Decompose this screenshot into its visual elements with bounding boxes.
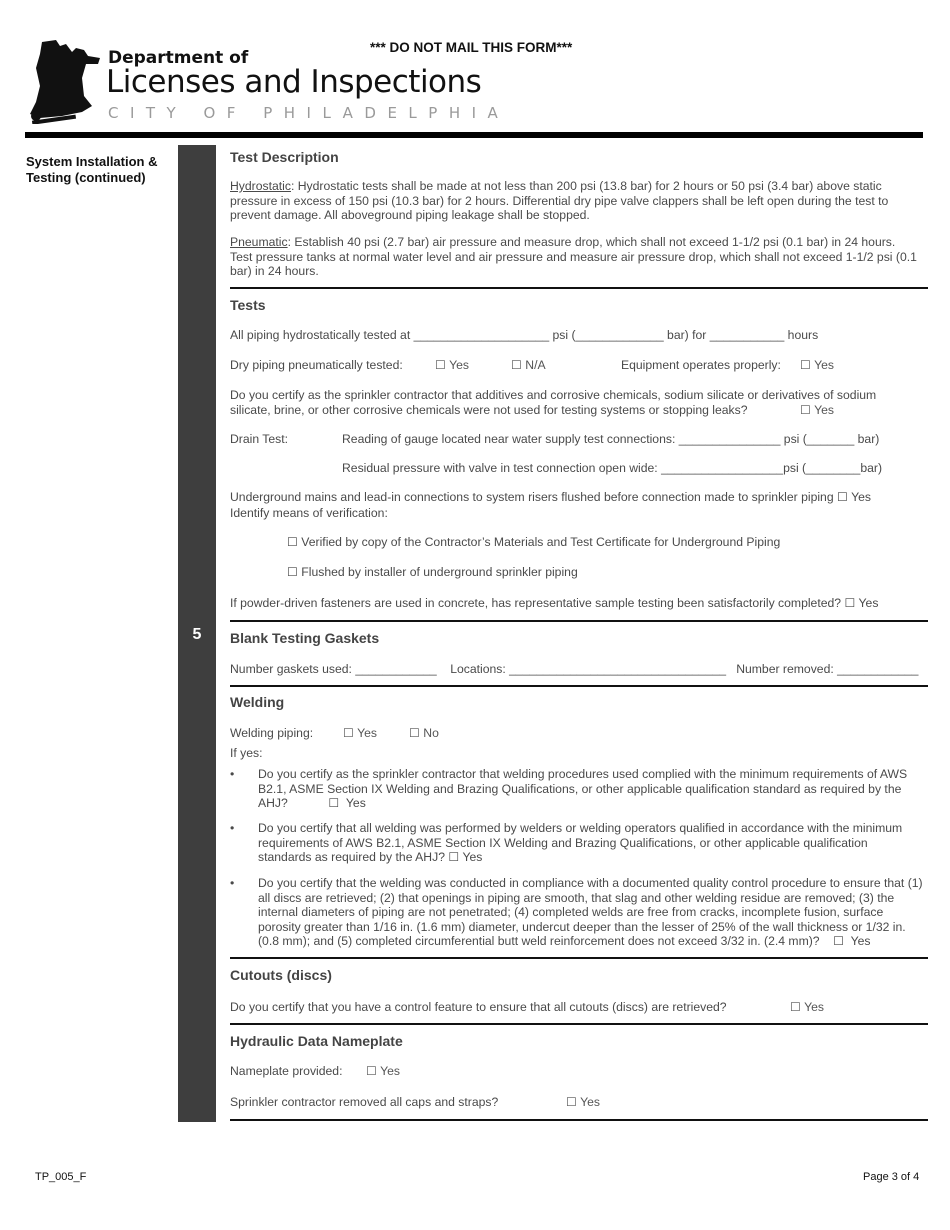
cutouts-question: Do you certify that you have a control feature to ensure that all cutouts (discs) are retrieved? [230, 1000, 727, 1014]
certify-chemicals-yes-checkbox[interactable]: ☐ Yes [800, 403, 834, 417]
dept-line-1: Department of [108, 48, 249, 68]
page-number: Page 3 of 4 [863, 1171, 920, 1183]
nameplate-yes-checkbox[interactable]: ☐ Yes [366, 1064, 400, 1078]
tests-heading: Tests [230, 297, 266, 313]
test-description-heading: Test Description [230, 149, 339, 165]
hydrostatic-text: : Hydrostatic tests shall be made at not less than 200 psi (13.8 bar) for 2 hours or 50 psi (3.4 bar) above static pressure in excess of 150 psi (10.3 bar) for 2 hours. Differential dry pipe valve clappers shall be left open during the test to prevent damage. All aboveground piping leakage shall be stopped. [230, 179, 889, 222]
powder-fasteners-text[interactable]: If powder-driven fasteners are used in concrete, has representative sample testing been satisfactorily completed? ☐ Yes [230, 596, 879, 610]
dept-line-3: CITY OF PHILADELPHIA [108, 104, 510, 122]
bullet-3-marker: • [230, 876, 235, 890]
do-not-mail-notice: *** DO NOT MAIL THIS FORM*** [370, 40, 573, 55]
pneumatic-paragraph [230, 235, 920, 279]
identify-verification-text: Identify means of verification: [230, 506, 388, 520]
hydrostatic-paragraph [230, 179, 920, 223]
pneumatic-label: Pneumatic [230, 235, 288, 249]
drain-gauge-line[interactable]: Reading of gauge located near water supply test connections: _______________ psi (_______ bar) [342, 432, 880, 446]
form-id: TP_005_F [35, 1171, 87, 1183]
gaskets-line[interactable]: Number gaskets used: ____________ Locations: ________________________________ Number removed: ____________ [230, 662, 919, 676]
welding-procedures-question[interactable]: Do you certify as the sprinkler contractor that welding procedures used complied with the minimum requirements of AWS B2.1, ASME Section IX Welding and Brazing Qualifications, or other applicable qualification standard as required by the AHJ? ☐ Yes [258, 767, 911, 810]
welding-piping-label: Welding piping: [230, 726, 314, 740]
certify-chemicals-text: Do you certify as the sprinkler contractor that additives and corrosive chemicals, sodium silicate or derivatives of sodium silicate, brine, or other corrosive chemicals were not used for testing systems or stopping leaks? [230, 388, 877, 417]
caps-straps-label: Sprinkler contractor removed all caps and straps? [230, 1095, 499, 1109]
quality-control-question[interactable]: Do you certify that the welding was conducted in compliance with a documented quality control procedure to ensure that (1) all discs are retrieved; (2) that openings in piping are smooth, that slag and other welding residue are removed; (3) the internal diameters of piping are not penetrated; (4) completed welds are free from cracks, incomplete fusion, surface porosity greater than 1/16 in. (1.6 mm) diameter, undercut deeper than the lesser of 25% of the wall thickness or 1/32 in. (0.8 mm); and (5) completed circumferential butt weld reinforcement does not exceed 3/32 in. (2.4 mm)? ☐ Yes [258, 876, 926, 948]
dept-line-2: Licenses and Inspections [106, 64, 482, 100]
dry-piping-label: Dry piping pneumatically tested: [230, 358, 403, 372]
nameplate-provided-label: Nameplate provided: [230, 1064, 343, 1078]
welders-qualified-question[interactable]: Do you certify that all welding was performed by welders or welding operators qualified in accordance with the minimum requirements of AWS B2.1, ASME Section IX Welding and Brazing Qualifications, or other applicable qualification standards as required by the AHJ? ☐ Yes [258, 821, 903, 864]
dry-yes-checkbox[interactable]: ☐ Yes [435, 358, 469, 372]
verify-option-installer-checkbox[interactable]: ☐ Flushed by installer of underground sprinkler piping [287, 565, 578, 579]
nameplate-heading: Hydraulic Data Nameplate [230, 1033, 403, 1049]
rule-welding [230, 685, 928, 687]
hydrostatic-label: Hydrostatic [230, 179, 291, 193]
caps-straps-yes-checkbox[interactable]: ☐ Yes [566, 1095, 600, 1109]
rule-tests [230, 287, 928, 289]
verify-option-contractor-checkbox[interactable]: ☐ Verified by copy of the Contractor’s Materials and Test Certificate for Underground Piping [287, 535, 781, 549]
equip-label: Equipment operates properly: [621, 358, 781, 372]
liberty-bell-icon [22, 38, 104, 124]
cutouts-heading: Cutouts (discs) [230, 967, 332, 983]
welding-yes-checkbox[interactable]: ☐ Yes [343, 726, 377, 740]
underground-flushed-text[interactable]: Underground mains and lead-in connections to system risers flushed before connection made to sprinkler piping ☐ Yes [230, 490, 871, 504]
drain-test-label: Drain Test: [230, 432, 289, 446]
if-yes-label: If yes: [230, 746, 263, 760]
bullet-2-marker: • [230, 821, 235, 835]
gaskets-heading: Blank Testing Gaskets [230, 630, 380, 646]
welding-no-checkbox[interactable]: ☐ No [409, 726, 439, 740]
cutouts-yes-checkbox[interactable]: ☐ Yes [790, 1000, 824, 1014]
rule-cutouts [230, 957, 928, 959]
header-divider [25, 132, 923, 138]
dry-na-checkbox[interactable]: ☐ N/A [511, 358, 546, 372]
pneumatic-text: : Establish 40 psi (2.7 bar) air pressure and measure drop, which shall not exceed 1-1/2 psi (0.1 bar) in 24 hours. Test pressure tanks at normal water level and air pressure and measure air pressure drop, which shall not exceed 1-1/2 psi (0.1 bar) in 24 hours. [230, 235, 917, 278]
drain-residual-line[interactable]: Residual pressure with valve in test connection open wide: __________________psi (________bar) [342, 461, 883, 475]
bullet-1-marker: • [230, 767, 235, 781]
welding-heading: Welding [230, 694, 285, 710]
rule-bottom [230, 1119, 928, 1121]
section-number: 5 [192, 626, 202, 643]
hydro-tested-line[interactable]: All piping hydrostatically tested at ____________________ psi (_____________ bar) for ___________ hours [230, 328, 819, 342]
rule-gaskets [230, 620, 928, 622]
section-title: System Installation & Testing (continued) [26, 154, 158, 185]
rule-nameplate [230, 1023, 928, 1025]
equip-yes-checkbox[interactable]: ☐ Yes [800, 358, 834, 372]
